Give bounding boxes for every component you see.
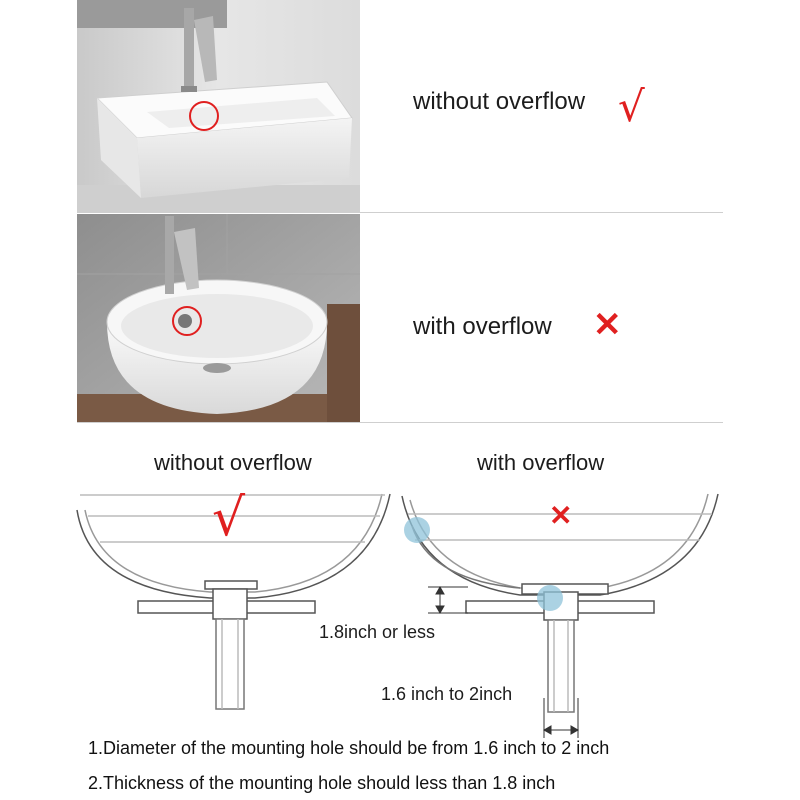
diameter-label: 1.6 inch to 2inch: [381, 684, 513, 704]
note-1: 1.Diameter of the mounting hole should be from 1.6 inch to 2 inch: [88, 738, 610, 758]
diagram-right-title: with overflow: [477, 450, 605, 475]
rect-sink-photo: [77, 0, 360, 212]
thickness-label: 1.8inch or less: [319, 622, 436, 642]
cross-mark-icon: ✕: [593, 306, 622, 344]
row2-label: with overflow: [413, 313, 552, 340]
overflow-hole-highlight: [404, 517, 430, 543]
check-mark-icon: √: [618, 82, 645, 131]
note-2: 2.Thickness of the mounting hole should less than 1.8 inch: [88, 773, 556, 793]
divider-2: [77, 422, 723, 423]
diagram-check-icon: √: [212, 488, 246, 548]
row1-label: without overflow: [413, 88, 586, 115]
divider-1: [77, 212, 723, 213]
thickness-dimension: [428, 587, 468, 613]
diagram-left-title: without overflow: [154, 450, 312, 475]
diagram-cross-icon: ✕: [549, 500, 573, 531]
round-sink-photo: [77, 214, 360, 422]
drain-highlight: [537, 585, 563, 611]
